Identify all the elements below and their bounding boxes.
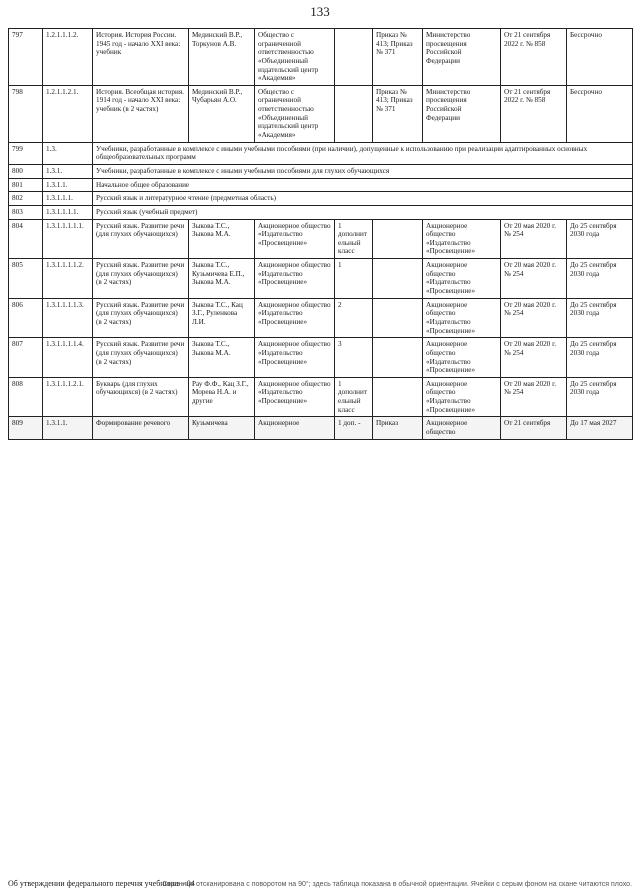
section-heading: Начальное общее образование [93, 178, 633, 192]
row-code: 1.3.1.1.1.1.4. [43, 338, 93, 378]
table-row [9, 85, 633, 142]
row-code: 1.2.1.1.2.1. [43, 85, 93, 142]
valid-until: До 25 сентября 2030 года [567, 338, 633, 378]
textbook-authors: Зыкова Т.С., Зыкова М.А. [189, 338, 255, 378]
row-code: 1.3.1.1. [43, 417, 93, 439]
row-code: 1.3.1.1. [43, 178, 93, 192]
row-number: 803 [9, 205, 43, 219]
textbook-publisher: Общество с ограниченной ответственностью «Объединенный издательский центр «Академия» [255, 85, 335, 142]
valid-until: Бессрочно [567, 29, 633, 86]
row-number: 800 [9, 164, 43, 178]
table-row [9, 417, 633, 439]
textbook-publisher: Акционерное общество «Издательство «Просвещение» [255, 377, 335, 417]
row-code: 1.3.1. [43, 164, 93, 178]
approving-body: Акционерное общество [423, 417, 501, 439]
approving-body: Акционерное общество «Издательство «Просвещение» [423, 259, 501, 299]
table-row [9, 29, 633, 86]
grade-cell: 3 [335, 338, 373, 378]
section-heading: Учебники, разработанные в комплексе с иными учебными пособиями для глухих обучающихся [93, 164, 633, 178]
order-cell: Приказ № 413; Приказ № 371 [373, 29, 423, 86]
approving-body: Министерство просвещения Российской Федерации [423, 85, 501, 142]
order-cell: Приказ № 413; Приказ № 371 [373, 85, 423, 142]
row-number: 806 [9, 298, 43, 338]
valid-until: До 25 сентября 2030 года [567, 377, 633, 417]
table-row [9, 377, 633, 417]
row-code: 1.3.1.1.1.2.1. [43, 377, 93, 417]
order-cell [373, 259, 423, 299]
row-number: 809 [9, 417, 43, 439]
textbook-authors: Зыкова Т.С., Зыкова М.А. [189, 219, 255, 259]
row-code: 1.2.1.1.1.2. [43, 29, 93, 86]
grade-cell: 1 доп. - [335, 417, 373, 439]
textbook-publisher: Общество с ограниченной ответственностью «Объединенный издательский центр «Академия» [255, 29, 335, 86]
valid-until: Бессрочно [567, 85, 633, 142]
approval-date: От 20 мая 2020 г. № 254 [501, 338, 567, 378]
document-footer: Об утверждении федерального перечня учебников - 04 [8, 879, 195, 888]
table-row [9, 259, 633, 299]
row-number: 799 [9, 142, 43, 164]
textbook-title: Русский язык. Развитие речи (для глухих обучающихся) (в 2 частях) [93, 338, 189, 378]
textbook-authors: Зыкова Т.С., Кузьмичева Е.П., Зыкова М.А. [189, 259, 255, 299]
row-number: 805 [9, 259, 43, 299]
table-row [9, 164, 633, 178]
approving-body: Акционерное общество «Издательство «Просвещение» [423, 298, 501, 338]
table-row [9, 205, 633, 219]
order-cell [373, 298, 423, 338]
textbook-title: Русский язык. Развитие речи (для глухих обучающихся) (в 2 частях) [93, 259, 189, 299]
textbook-title: История. Всеобщая история. 1914 год - начало XXI века: учебник (в 2 частях) [93, 85, 189, 142]
textbook-authors: Мединский В.Р., Чубарьян А.О. [189, 85, 255, 142]
approval-date: От 21 сентября [501, 417, 567, 439]
approval-date: От 20 мая 2020 г. № 254 [501, 219, 567, 259]
approving-body: Акционерное общество «Издательство «Просвещение» [423, 219, 501, 259]
row-code: 1.3.1.1.1.1. [43, 205, 93, 219]
approval-date: От 20 мая 2020 г. № 254 [501, 298, 567, 338]
valid-until: До 25 сентября 2030 года [567, 219, 633, 259]
row-number: 797 [9, 29, 43, 86]
order-cell [373, 338, 423, 378]
textbook-publisher: Акционерное общество «Издательство «Просвещение» [255, 259, 335, 299]
row-number: 801 [9, 178, 43, 192]
page-number: 133 [310, 4, 330, 19]
row-code: 1.3.1.1.1.1.2. [43, 259, 93, 299]
grade-cell: 1 дополнительный класс [335, 219, 373, 259]
approving-body: Акционерное общество «Издательство «Просвещение» [423, 338, 501, 378]
row-number: 798 [9, 85, 43, 142]
row-code: 1.3.1.1.1. [43, 192, 93, 206]
textbook-authors: Мединский В.Р., Торкунов А.В. [189, 29, 255, 86]
textbook-title: Русский язык. Развитие речи (для глухих обучающихся) [93, 219, 189, 259]
scan-orientation-note: Страница отсканирована с поворотом на 90°; здесь таблица показана в обычной ориентации. Ячейки с серым фоном на скане читаются плохо. [162, 881, 632, 888]
grade-cell: 1 [335, 259, 373, 299]
textbook-authors: Рау Ф.Ф., Кац З.Г., Морева Н.А. и другие [189, 377, 255, 417]
valid-until: До 17 мая 2027 [567, 417, 633, 439]
textbook-authors: Кузьмичева [189, 417, 255, 439]
textbook-title: Формирование речевого [93, 417, 189, 439]
section-heading: Русский язык и литературное чтение (предметная область) [93, 192, 633, 206]
section-heading: Русский язык (учебный предмет) [93, 205, 633, 219]
row-number: 804 [9, 219, 43, 259]
order-cell: Приказ [373, 417, 423, 439]
table-row [9, 142, 633, 164]
row-code: 1.3.1.1.1.1.3. [43, 298, 93, 338]
textbook-publisher: Акционерное общество «Издательство «Просвещение» [255, 219, 335, 259]
grade-cell [335, 85, 373, 142]
approving-body: Акционерное общество «Издательство «Просвещение» [423, 377, 501, 417]
grade-cell: 1 дополнительный класс [335, 377, 373, 417]
grade-cell: 2 [335, 298, 373, 338]
textbook-title: Русский язык. Развитие речи (для глухих обучающихся) (в 2 частях) [93, 298, 189, 338]
textbook-title: История. История России. 1945 год - начало XXI века: учебник [93, 29, 189, 86]
row-code: 1.3. [43, 142, 93, 164]
approving-body: Министерство просвещения Российской Федерации [423, 29, 501, 86]
table-row [9, 219, 633, 259]
table-row [9, 178, 633, 192]
textbook-authors: Зыкова Т.С., Кац З.Г., Руленкова Л.И. [189, 298, 255, 338]
order-cell [373, 219, 423, 259]
textbook-publisher: Акционерное общество «Издательство «Просвещение» [255, 338, 335, 378]
textbook-publisher: Акционерное общество «Издательство «Просвещение» [255, 298, 335, 338]
table-row [9, 192, 633, 206]
valid-until: До 25 сентября 2030 года [567, 298, 633, 338]
section-heading: Учебники, разработанные в комплексе с иными учебными пособиями (при наличии), допущенные к использованию при реализации адаптированных основных общеобразовательных программ [93, 142, 633, 164]
table-row [9, 298, 633, 338]
approval-date: От 21 сентября 2022 г. № 858 [501, 29, 567, 86]
grade-cell [335, 29, 373, 86]
approval-date: От 21 сентября 2022 г. № 858 [501, 85, 567, 142]
approval-date: От 20 мая 2020 г. № 254 [501, 377, 567, 417]
row-number: 807 [9, 338, 43, 378]
valid-until: До 25 сентября 2030 года [567, 259, 633, 299]
order-cell [373, 377, 423, 417]
approval-date: От 20 мая 2020 г. № 254 [501, 259, 567, 299]
row-code: 1.3.1.1.1.1.1. [43, 219, 93, 259]
textbook-title: Букварь (для глухих обучающихся) (в 2 частях) [93, 377, 189, 417]
row-number: 802 [9, 192, 43, 206]
textbook-list-table [8, 28, 633, 440]
textbook-publisher: Акционерное [255, 417, 335, 439]
row-number: 808 [9, 377, 43, 417]
table-row [9, 338, 633, 378]
